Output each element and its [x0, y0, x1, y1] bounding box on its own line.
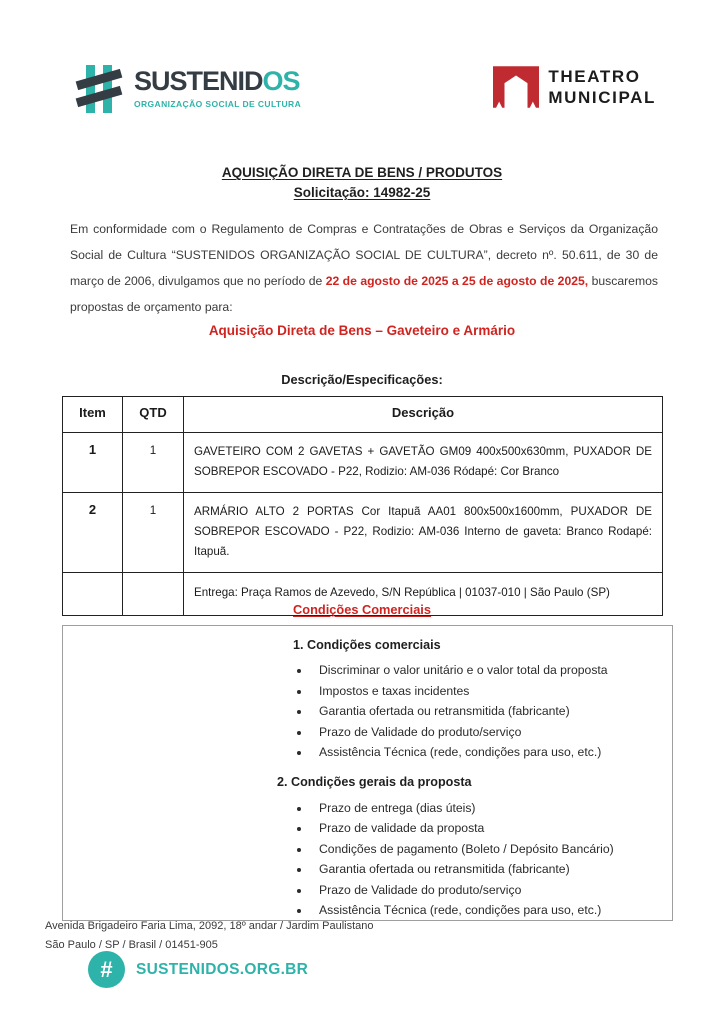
- intro-text-start: Em conformidade com o Regulamento de Compras e Contratações de Obras e Serviços da Organização Social de Cultura “SUSTENIDOS ORGANIZAÇÃO SOCIAL DE CULTURA”, decreto nº. 50.611, de 30 de março de 2006, divulgamos que no período de: [70, 222, 658, 288]
- conditions-title: Condições Comerciais: [293, 602, 431, 617]
- col-header-qtd: QTD: [123, 397, 184, 433]
- item-number: 2: [63, 493, 123, 573]
- list-item: • Condições de pagamento (Boleto / Depósito Bancário): [311, 839, 672, 860]
- list-item: • Prazo de validade da proposta: [311, 818, 672, 839]
- theatro-arch-icon: [493, 66, 539, 108]
- sustenidos-hash-icon: [75, 62, 125, 118]
- intro-text-end: buscaremos propostas de orçamento para:: [70, 274, 658, 314]
- intro-paragraph: [70, 216, 658, 320]
- list-item: • Assistência Técnica (rede, condições para uso, etc.): [311, 900, 672, 921]
- conditions-section-2-list: [63, 798, 672, 921]
- conditions-section-1-heading: 1. Condições comerciais: [293, 638, 441, 652]
- sustenidos-tagline: ORGANIZAÇÃO SOCIAL DE CULTURA: [134, 99, 302, 109]
- col-header-item: Item: [63, 397, 123, 433]
- document-header: [75, 62, 656, 118]
- theatro-wordmark: THEATRO MUNICIPAL: [548, 67, 656, 107]
- delivery-address: Entrega: Praça Ramos de Azevedo, S/N República | 01037-010 | São Paulo (SP): [184, 573, 663, 616]
- list-item: • Prazo de Validade do produto/serviço: [311, 880, 672, 901]
- document-title: [0, 163, 724, 203]
- list-item: • Discriminar o valor unitário e o valor total da proposta: [311, 660, 672, 681]
- table-row: [63, 493, 663, 573]
- sustenidos-wordmark: SUSTENIDOS: [134, 66, 300, 96]
- conditions-box: [62, 625, 673, 921]
- list-item: • Prazo de entrega (dias úteis): [311, 798, 672, 819]
- sustenidos-logo: [75, 62, 301, 118]
- list-item: • Garantia ofertada ou retransmitida (fabricante): [311, 859, 672, 880]
- list-item: • Impostos e taxas incidentes: [311, 681, 672, 702]
- footer-brand: [88, 951, 308, 988]
- list-item: • Assistência Técnica (rede, condições para uso, etc.): [311, 742, 672, 763]
- intro-date-range: 22 de agosto de 2025 a 25 de agosto de 2025,: [325, 274, 589, 288]
- subject-heading: Aquisição Direta de Bens – Gaveteiro e Armário: [208, 323, 516, 338]
- footer-address: [45, 917, 374, 954]
- footer-website: SUSTENIDOS.ORG.BR: [136, 960, 309, 978]
- title-line-2: Solicitação: 14982-25: [293, 185, 431, 200]
- col-header-descricao: Descrição: [184, 397, 663, 433]
- item-qty: 1: [123, 433, 184, 493]
- conditions-section-1-list: [63, 660, 672, 763]
- list-item: • Prazo de Validade do produto/serviço: [311, 722, 672, 743]
- item-description: ARMÁRIO ALTO 2 PORTAS Cor Itapuã AA01 800x500x1600mm, PUXADOR DE SOBREPOR ESCOVADO - P22, Rodizio: AM-036 Interno de gaveta: Branco Rodapé: Itapuã.: [184, 493, 663, 573]
- address-line-2: São Paulo / SP / Brasil / 01451-905: [45, 938, 218, 951]
- spec-table: [62, 396, 663, 616]
- spec-heading: Descrição/Especificações:: [281, 372, 443, 387]
- item-number: 1: [63, 433, 123, 493]
- theatro-municipal-logo: [493, 66, 656, 108]
- address-line-1: Avenida Brigadeiro Faria Lima, 2092, 18º andar / Jardim Paulistano: [45, 920, 374, 932]
- sustenidos-hash-circle-icon: #: [88, 951, 125, 988]
- title-line-1: AQUISIÇÃO DIRETA DE BENS / PRODUTOS: [221, 165, 503, 180]
- table-header-row: [63, 397, 663, 433]
- item-qty: 1: [123, 493, 184, 573]
- conditions-section-2-heading: 2. Condições gerais da proposta: [277, 774, 472, 789]
- list-item: • Garantia ofertada ou retransmitida (fabricante): [311, 701, 672, 722]
- item-description: GAVETEIRO COM 2 GAVETAS + GAVETÃO GM09 400x500x630mm, PUXADOR DE SOBREPOR ESCOVADO - P22, Rodizio: AM-036 Ródapé: Cor Branco: [184, 433, 663, 493]
- table-row: [63, 433, 663, 493]
